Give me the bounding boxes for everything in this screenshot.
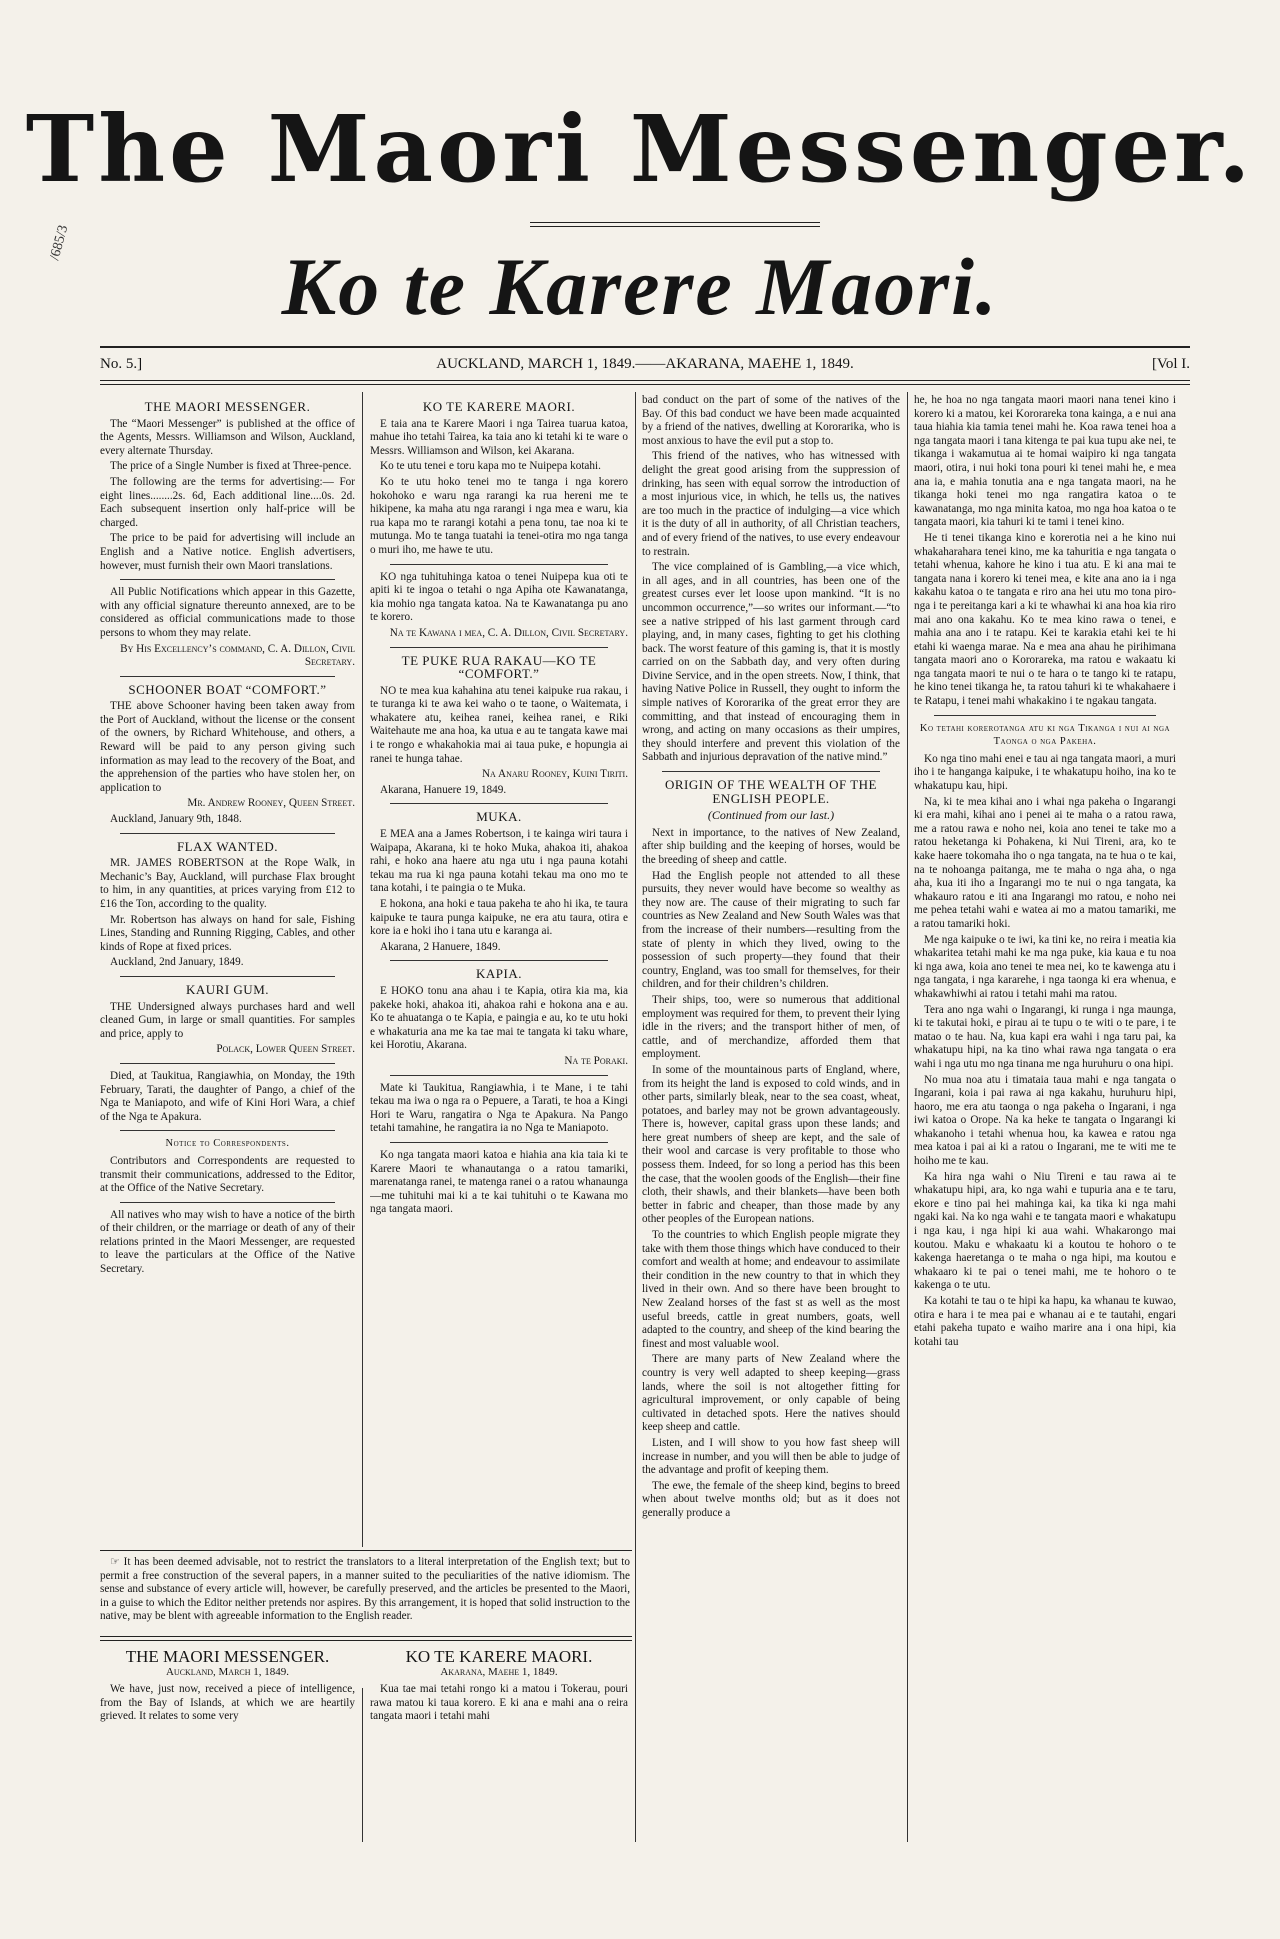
masthead-divider [530,226,820,227]
paragraph: The vice complained of is Gambling,—a vice which, in all ages, and in all countries, has been one of the greatest curses ever let loose upon mankind. “It is no uncommon occurrence,”—so writes our informant.—“to see a native stripped of his last garment through card playing, and, in many cases, fighting to get his clothing back. The worst feature of this gaming is, that it is mostly carried on on the Sabbath day, and very often during Divine Service, and in the open streets. Now, I think, that having Native Police in Russell, they ought to inform the simple natives of Kororarika of the great error they are committing, and that instead of encouraging them in wrong, and acting on many occasions as their umpires, they should interfere and prevent this violation of the Sabbath and injurious depravation of the native mind.” [642,561,900,764]
divider [390,1075,608,1076]
column-maori-articles [914,394,1176,1844]
signature: Mr. Andrew Rooney, Queen Street. [187,797,355,810]
paragraph: In some of the mountainous parts of England, where, from its height the land is exposed to cold winds, and in other parts, similarly bleak, near to the sea coast, wheat, potatoes, and barley may not be grown advantageously. There is, however, capital grass upon these lands; and here great numbers of sheep are kept, and the sale of their wool and carcase is very profitable to those who possess them. Indeed, for so long a period has this been the case, that the woolen goods of the English—their fine cloth, their shawls, and their blankets—have been both better in fabric and cheaper, than those made by any other peoples of the European nations. [642,1063,900,1226]
heading: SCHOONER BOAT “COMFORT.” [128,681,327,697]
paragraph: Tera ano nga wahi o Ingarangi, ki runga i nga maunga, ki te takutai hoki, e pirau ai te tupu o te witi o te pare, i te matao o te hau. Na, kua kapi era wahi i nga taru pai, ka whakatupu hipi, na ka tino whai rawa nga tangata o era wahi i nga utu mo nga tinana me nga huruhuru o ona hipi. [914,1003,1176,1070]
dateline-text: Auckland, January 9th, 1848. [110,813,242,826]
article-heading: ORIGIN OF THE WEALTH OF THE ENGLISH PEOPLE. [665,777,877,806]
issue-number: No. 5.] [100,356,143,372]
heading: MUKA. [476,809,522,825]
editorial-date: Akarana, Maehe 1, 1849. [440,1665,558,1678]
editorial-english [100,1644,355,1726]
paragraph: Kua tae mai tetahi rongo ki a matou i Tokerau, pouri rawa matou ki taua korero. E ki ana e mahi ana o reira tangata maori i tetahi mahi [370,1683,628,1723]
paragraph: Mr. Robertson has always on hand for sale, Fishing Lines, Standing and Running Rigging, Cables, and other kinds of Rope at fixed prices. [100,913,355,953]
paragraph: Listen, and I will show to you how fast sheep will increase in number, and you will then be able to judge of the advantage and profit of keeping them. [642,1436,900,1477]
paragraph: There are many parts of New Zealand where the country is very well adapted to sheep keeping—grass lands, where the soil is not altogether fitting for agricultural improvement, or only capable of being cultivated in detached spots. Here the natives should keep sheep and cattle. [642,1353,900,1434]
heading: KO TE KARERE MAORI. [422,399,576,414]
editorial-title: KO TE KARERE MAORI. [405,1647,593,1666]
heading: Notice to Correspondents. [165,1138,290,1150]
paragraph: Ko nga tangata maori katoa e hiahia ana kia taia ki te Karere Maori te whanautanga o a ratou tamariki, marenatanga ranei, te matenga ranei o a ratou whanaunga—me tuhituhi mai ki a te kai tuhituhi o te Kawana mo nga tangata maori. [370,1148,628,1216]
paragraph: Me nga kaipuke o te iwi, ka tini ke, no reira i meatia kia whakaritea tetahi mahi ke ma nga puke, kia kaua e tu noa ki nga awa, koia ano tenei te mea nei, ko te kawenga atu i nga tangata, i nga kararehe, i nga taonga ki era whenua, e whakawhiwhi ai ratou i tetahi mahi ma ratou. [914,933,1176,1000]
dateline-text: Auckland, 2nd January, 1849. [110,956,244,969]
paragraph: Ka hira nga wahi o Niu Tireni e tau rawa ai te whakatupu hipi, ara, ko nga wahi e tupuria ana e te taru, ekore e tino pai hei mahinga kai, ka tika ki nga mahi ngaki kai. Na ko nga wahi e te tangata maori e whakatupu i nga kau, i nga hipi ki aua wahi. Whakarongo mai koutou. Maku e whakaatu ki a koutou te hohoro o te kakenga haeretanga o te maha o nga hipi, ma koutou e whakaaro ki te pai o tenei mahi, me te hohoro o te kakenga o te utu. [914,1170,1176,1292]
paragraph: Had the English people not attended to all these pursuits, they never would have become so wealthy as they now are. The cause of their migrating to such far countries as New Zealand and New South Wales was that from the increase of their numbers—resulting from the state of plenty in which they lived, owing to the possession of such property—they found that their country, England, was too small for themselves, for their children, and for their children’s children. [642,869,900,991]
top-rule [100,346,1190,348]
paragraph: Na, ki te mea kihai ano i whai nga pakeha o Ingarangi ki era mahi, kihai ano i penei ai te maha o a ratou rawa, me a ratou rawa e noho nei, koia ano tenei te take mo a ratou heketanga ki Pohakena, ki Nui Tireni, ara, ko te kake haere tokomaha iho o nga tangata, na te hua o te kai, na te nohoanga paitanga, me te maha o nga aha, o nga aha, kua iti iho a Ingarangi mo te nui o nga tangata, ka whakauro ratou e iti ana Ingarangi mo ratou, e noho nei me pehea tetahi wahi e watea ai mo a matou tamariki, me a ratou tamariki hoki. [914,795,1176,930]
signature: Na te Kawana i mea, C. A. Dillon, Civil Secretary. [389,626,628,639]
paragraph: E HOKO tonu ana ahau i te Kapia, otira kia ma, kia pakeke hoki, ahakoa iti, ahakoa rahi e hokona ana e au. Ko te ahuatanga o te Kapia, e paingia e au, ko te utu hoki e whakaturia ana me ka tae mai te tangata ki taku whare, kei Horotiu, Akarana. [370,984,628,1052]
paragraph: THE above Schooner having been taken away from the Port of Auckland, without the license or the consent of the owners, by Richard Whitehouse, and others, a Reward will be paid to any person giving such information as may lead to the recovery of the Boat, and the apprehension of the parties who have stolen her, on application to [100,700,355,794]
heading: TE PUKE RUA RAKAU—KO TE “COMFORT.” [401,652,597,682]
divider [390,1142,608,1143]
paragraph: E MEA ana a James Robertson, i te kainga wiri taura i Waipapa, Akarana, ki te hoko Muka, ahakoa iti, ahakoa rahi, e hoko ana haere atu nga utu i nga pauna kotahi tekau ma rua ki nga pauna kotahi tekau ma ono mo te tana kotahi, i te paingia o te Muka. [370,828,628,895]
paragraph: THE Undersigned always purchases hard and well cleaned Gum, in large or small quantities. For samples and price, apply to [100,1000,355,1040]
dateline-rule [100,384,1190,385]
paragraph: All natives who may wish to have a notice of the birth of their children, or the marriage or death of any of their relations printed in the Maori Messenger, are requested to leave the particulars at the Office of the Native Secretary. [100,1208,355,1276]
dateline-text: Akarana, Hanuere 19, 1849. [380,783,507,796]
paragraph: The “Maori Messenger” is published at the office of the Agents, Messrs. Williamson and Wilson, Auckland, every alternate Thursday. [100,417,355,457]
paragraph: To the countries to which English people migrate they take with them those things which have conduced to their comfort and wealth at home; and endeavour to assimilate their condition in the new country to that in which they lived in their own. And so there have been brought to New Zealand horses of the fast st as well as the most useful breeds, cattle in great numbers, goats, well adapted to the country, and sheep of the kind bearing the finest and most valuable wool. [642,1229,900,1350]
signature: By His Excellency’s command, C. A. Dillon, Civil Secretary. [120,642,355,669]
paragraph: bad conduct on the part of some of the natives of the Bay. Of this bad conduct we have been made acquainted by a friend of the natives, dwelling at Kororarika, who is most anxious to have the evil put a stop to. [642,394,900,447]
column-english-notices [100,394,355,1544]
section-rule [100,1636,632,1637]
divider [120,976,335,977]
divider [120,676,335,677]
masthead-divider [530,222,820,223]
paragraph: Contributors and Correspondents are requested to transmit their communications, addressed to the Editor, at the Office of the Native Secretary. [100,1154,355,1195]
paragraph: The following are the terms for advertising:— For eight lines........2s. 6d, Each additional line....0s. 2d. Each subsequent insertion only half-price will be charged. [100,475,355,529]
paragraph: Ko nga tino mahi enei e tau ai nga tangata maori, a muri iho i te hanganga kaipuke, i te whakatupu hoiho, ina ko te whakatupu kau, hipi. [914,752,1176,793]
paragraph: All Public Notifications which appear in this Gazette, with any official signature thereunto annexed, are to be considered as official communications made to those persons to whom they may relate. [100,586,355,639]
divider [934,715,1156,716]
column-maori-notices [370,394,628,1544]
divider [120,1130,335,1131]
archive-stamp: /685/3 [47,223,72,263]
heading: KAURI GUM. [186,981,269,997]
article-subheading: (Continued from our last.) [707,808,835,823]
masthead-title: The Maori Messenger. [25,95,1255,203]
paragraph: he, he hoa no nga tangata maori maori nana tenei kino i korero ki a matou, kei Kororareka tona kainga, a e nui ana taua hiahia kia tamia tenei mahi he. Koa rawa tenei hoa a nga tangata maori i tana kitenga te pai kua tupu ake nei, te tikanga i wakamutua ai te homai waipiro ki nga tangata maori, otira, i nui hoki tona pouri ki tenei mahi he, e mea ana ia, e mahia tonutia ana e nga tangata maori, na he tikanga hoki tenei mo nga rangatira katoa o te kawanatanga, mo nga minita katoa, mo nga hoa katoa o te tangata maori, kia tahuri ki te tami i tenei kino. [914,394,1176,529]
paragraph: Ka kotahi te tau o te hipi ka hapu, ka whanau te kuwao, otira e hara i te mea pai e whanau ai e te tautahi, engari etahi pakeha tupato e waiho marire ana i ona hipi, kia kotahi tau [914,1295,1176,1348]
dateline-rule [100,380,1190,381]
paragraph: ☞ It has been deemed advisable, not to restrict the translators to a literal interpretation of the English text; but to permit a free construction of the several papers, in a manner suited to the peculiarities of the native idiomism. The sense and substance of every article will, however, be carefully preserved, and the articles be presented to the Maori, in a guise to which the Editor neither pretends nor aspires. By this arrangement, it is hoped that solid instruction to the native, may be blent with agreeable information to the English reader. [100,1556,630,1623]
issue-date: AUCKLAND, MARCH 1, 1849.——AKARANA, MAEHE 1, 1849. [436,356,854,372]
paragraph: E hokona, ana hoki e taua pakeha te aho hi ika, te taura kaipuke te taura punga kaipuke, ne era atu taura, otira e kore ia e hoki iho i tana utu e karanga ai. [370,898,628,938]
divider [120,579,335,580]
paragraph: NO te mea kua kahahina atu tenei kaipuke rua rakau, i te turanga ki te awa kei waho o te taone, o Waitemata, i whakatere atu, keihea ranei, keihea ranei, e Riki Waitehaute me ana hoa, ka utua e au te tangata kawe mai i te rongo e whakahokia mai ai taua puke, e hopungia ai ranei te hunga tahae. [370,684,628,765]
paragraph: Their ships, too, were so numerous that additional employment was required for them, to prevent their lying idle in the rivers; and the transport hither of men, of cattle, and of merchandize, afforded them that employment. [642,993,900,1061]
paragraph: The price of a Single Number is fixed at Three-pence. [110,460,352,473]
paragraph: Ko te utu hoko tenei mo te tanga i nga korero hokohoko e waru nga rarangi ka rua hereni me te hikipene, ka maha atu nga rarangi i nga mea e waru, kia rua kapa mo te rarangi kotahi a pena tonu, tae noa ki te mutunga. Mo te tanga tuatahi ia tenei-otira mo nga tanga o muri iho, me hawe te utu. [370,475,628,556]
translation-note [100,1556,630,1626]
paragraph: This friend of the natives, who has witnessed with delight the great good arising from the suppression of drinking, has seen with equal sorrow the introduction of a most injurious vice, in which, he tells us, the natives are too much in the practice of indulging—a vice which it is the duty of all in authority, of all Christian teachers, and of every friend of the natives, to use every endeavour to restrain. [642,450,900,558]
paragraph: KO nga tuhituhinga katoa o tenei Nuipepa kua oti te apiti ki te ingoa o tetahi o nga Apiha ote Kawanatanga, kia mohio nga tangata katoa. Na te Kawanatanga pu ano te korero. [370,570,628,624]
masthead-subtitle: Ko te Karere Maori. [281,241,999,332]
divider [390,960,608,961]
divider [120,1202,335,1203]
paragraph: Ko te utu tenei e toru kapa mo te Nuipepa kotahi. [380,460,601,473]
paragraph: The price to be paid for advertising will include an English and a Native notice. English advertisers, however, must furnish their own Maori translations. [100,532,355,572]
paragraph: E taia ana te Karere Maori i nga Tairea tuarua katoa, mahue iho tetahi Tairea, ka taia ano ki tetahi ki te ware o Messrs. Williamson and Wilson, kei Akarana. [370,417,628,457]
paragraph: Mate ki Taukitua, Rangiawhia, i te Mane, i te tahi tekau ma iwa o nga ra o Pepuere, a Tarati, te hoa a Kingi Hori te Waru, rangatira o Nga te Apakura. Na Pango tetahi tamahine, he rangatira ia no Nga te Maniapoto. [370,1081,628,1135]
paragraph: MR. JAMES ROBERTSON at the Rope Walk, in Mechanic’s Bay, Auckland, will purchase Flax brought to him, in any quantities, at prices varying from £12 to £16 the Ton, according to the quality. [100,857,355,910]
article-heading: Ko tetahi korerotanga atu ki nga Tikanga i nui ai nga Taonga o nga Pakeha. [919,722,1171,748]
signature: Polack, Lower Queen Street. [216,1043,355,1056]
column-rule [907,392,908,1842]
paragraph: No mua noa atu i timataia taua mahi e nga tangata o Ingarani, koia i pai rawa ai nga kakahu, huruhuru hipi, haoro, me era atu taonga o nga pakeha o Ingarani, i nga iwi katoa o Orope. Na ka heke te tangata o Ingarangi ki whakanoho i tetahi whenua hou, ka kawea e ratou nga mea katoa i pai ai ki a ratou o Ingarani, me te witi me te hoiho me te kau. [914,1073,1176,1168]
paragraph: Died, at Taukitua, Rangiawhia, on Monday, the 19th February, Tarati, the daughter of Pango, a chief of the Nga te Maniapoto, and wife of Kini Hori Wara, a chief of the Nga te Apakura. [100,1069,355,1123]
paragraph: He ti tenei tikanga kino e korerotia nei a he kino nui whakaharahara tenei kino, me ka tahuritia e nga tangata o tetahi whenua, kahore he kino i tua atu. E ki ana mai te tangata nana i korero ki tenei mea, e kite ana ano ia i nga kakahu katoa o te tangata e riro ana hei utu mo tona piro-nga i te pereitanga kari a ki te whawhai ki ana hoa kia riro mai ano ona kakahu. Ko te mea kino rawa o tenei, e mahia ana ano i te ratapu. Kei te karakia etahi kei te hi etahi ki waenga marae. Na e mea ana ahau he pirihimana tangata maori ano o Kororareka, ma ratou e wakaatu ki nga tangata maori te nui o te hara o te tango ki te ratapu, he kino tenei tikanga he, ta ratou tahuri ki te whakahaere i te Ratapu, i tenei mahi whakakino i te ngakau tangata. [914,531,1176,708]
signature: Na te Poraki. [564,1054,628,1067]
heading: THE MAORI MESSENGER. [144,399,311,414]
column-rule [635,392,636,1842]
editorial-date: Auckland, March 1, 1849. [165,1665,290,1678]
section-rule [100,1640,632,1641]
editorial-title: THE MAORI MESSENGER. [125,1647,330,1666]
paragraph: The ewe, the female of the sheep kind, begins to breed when about twelve months old; but as it does not generally produce a [642,1479,900,1519]
paragraph: Next in importance, to the natives of New Zealand, after ship building and the keeping of horses, would be the breeding of sheep and cattle. [642,826,900,866]
section-rule [100,1550,632,1551]
column-english-articles [642,394,900,1844]
divider [120,1063,335,1064]
divider [662,771,880,772]
column-rule [362,1688,363,1842]
heading: KAPIA. [476,966,522,982]
volume-number: [Vol I. [1151,356,1190,372]
divider [390,647,608,648]
heading: FLAX WANTED. [176,838,279,854]
divider [390,803,608,804]
paragraph: We have, just now, received a piece of intelligence, from the Bay of Islands, at which we are heartily grieved. It relates to some very [100,1683,355,1723]
column-rule [362,392,363,1547]
divider [120,833,335,834]
signature: Na Anaru Rooney, Kuini Tiriti. [481,768,628,781]
editorial-maori [370,1644,628,1726]
dateline-text: Akarana, 2 Hanuere, 1849. [380,940,501,953]
divider [390,564,608,565]
